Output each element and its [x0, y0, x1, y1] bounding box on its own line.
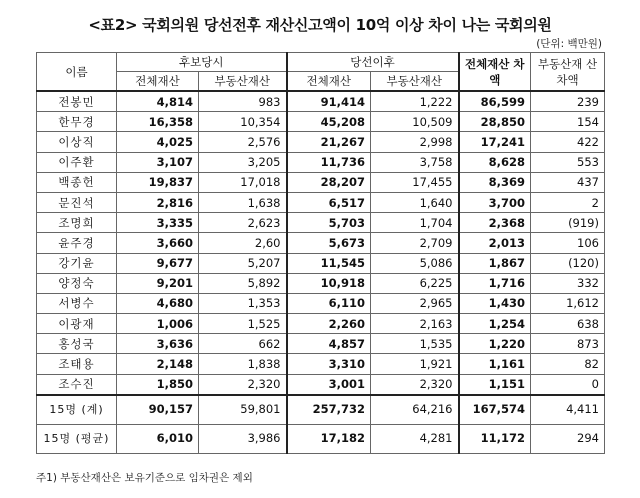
cell-b-nre: 17,018	[199, 172, 287, 192]
cell-b-total: 6,010	[117, 424, 199, 453]
cell-b-total: 3,636	[117, 334, 199, 354]
cell-d-total: 1,161	[459, 354, 531, 374]
cell-d-total: 1,867	[459, 253, 531, 273]
cell-a-nre: 1,921	[371, 354, 459, 374]
footnote: 주1) 부동산재산은 보유기준으로 임차권은 제외	[36, 472, 253, 484]
header-name: 이름	[37, 53, 117, 92]
header-total-diff: 전체재산 차액	[459, 53, 531, 92]
cell-name: 조명희	[37, 213, 117, 233]
cell-b-nre: 10,354	[199, 112, 287, 132]
cell-a-nre: 2,965	[371, 293, 459, 313]
cell-a-total: 6,110	[287, 293, 371, 313]
cell-a-total: 6,517	[287, 192, 371, 212]
cell-b-total: 3,107	[117, 152, 199, 172]
cell-a-total: 11,545	[287, 253, 371, 273]
cell-b-nre: 3,205	[199, 152, 287, 172]
cell-b-nre: 1,838	[199, 354, 287, 374]
table-title: <표2> 국회의원 당선전후 재산신고액이 10억 이상 차이 나는 국회의원	[88, 16, 552, 34]
cell-b-nre: 983	[199, 91, 287, 112]
cell-name: 조태용	[37, 354, 117, 374]
cell-a-total: 10,918	[287, 273, 371, 293]
cell-a-nre: 2,998	[371, 132, 459, 152]
cell-a-total: 21,267	[287, 132, 371, 152]
cell-b-total: 9,677	[117, 253, 199, 273]
cell-b-total: 90,157	[117, 395, 199, 425]
cell-b-total: 2,816	[117, 192, 199, 212]
cell-d-nre: 1,612	[531, 293, 605, 313]
cell-b-nre: 59,801	[199, 395, 287, 425]
cell-name: 양정숙	[37, 273, 117, 293]
cell-d-total: 8,369	[459, 172, 531, 192]
cell-name: 이광재	[37, 314, 117, 334]
cell-a-total: 28,207	[287, 172, 371, 192]
cell-d-nre: 0	[531, 374, 605, 395]
table-row	[37, 233, 605, 253]
cell-b-total: 19,837	[117, 172, 199, 192]
cell-a-total: 257,732	[287, 395, 371, 425]
cell-b-total: 1,850	[117, 374, 199, 395]
cell-a-nre: 3,758	[371, 152, 459, 172]
table-row	[37, 253, 605, 273]
cell-b-nre: 5,892	[199, 273, 287, 293]
cell-d-nre: 154	[531, 112, 605, 132]
table-row	[37, 314, 605, 334]
cell-d-total: 1,430	[459, 293, 531, 313]
cell-d-total: 1,716	[459, 273, 531, 293]
table-row	[37, 273, 605, 293]
cell-d-nre: 873	[531, 334, 605, 354]
table-row	[37, 192, 605, 212]
cell-d-total: 1,151	[459, 374, 531, 395]
table-body	[37, 91, 605, 453]
header-before-nre: 부동산재산	[199, 72, 287, 92]
cell-b-nre: 2,60	[199, 233, 287, 253]
summary-row	[37, 395, 605, 425]
cell-name: 15명 (계)	[37, 395, 117, 425]
cell-name: 문진석	[37, 192, 117, 212]
cell-d-total: 8,628	[459, 152, 531, 172]
table-row	[37, 374, 605, 395]
table-row	[37, 132, 605, 152]
table-row	[37, 152, 605, 172]
cell-d-nre: 4,411	[531, 395, 605, 425]
cell-a-nre: 4,281	[371, 424, 459, 453]
cell-b-nre: 662	[199, 334, 287, 354]
cell-a-nre: 64,216	[371, 395, 459, 425]
cell-d-nre: (919)	[531, 213, 605, 233]
cell-name: 전봉민	[37, 91, 117, 112]
cell-b-nre: 2,576	[199, 132, 287, 152]
cell-d-nre: 422	[531, 132, 605, 152]
cell-a-total: 3,001	[287, 374, 371, 395]
cell-a-total: 2,260	[287, 314, 371, 334]
cell-a-nre: 2,163	[371, 314, 459, 334]
cell-name: 윤주경	[37, 233, 117, 253]
cell-name: 한무경	[37, 112, 117, 132]
table-row	[37, 354, 605, 374]
cell-a-total: 91,414	[287, 91, 371, 112]
cell-b-total: 4,680	[117, 293, 199, 313]
cell-b-total: 3,660	[117, 233, 199, 253]
header-after-total: 전체재산	[287, 72, 371, 92]
cell-d-nre: 239	[531, 91, 605, 112]
cell-a-total: 5,703	[287, 213, 371, 233]
cell-name: 백종헌	[37, 172, 117, 192]
cell-b-total: 2,148	[117, 354, 199, 374]
cell-d-total: 3,700	[459, 192, 531, 212]
cell-name: 서병수	[37, 293, 117, 313]
summary-row	[37, 424, 605, 453]
cell-d-total: 11,172	[459, 424, 531, 453]
table-row	[37, 213, 605, 233]
header-before-group: 후보당시	[117, 53, 287, 72]
cell-b-total: 4,814	[117, 91, 199, 112]
cell-d-total: 1,254	[459, 314, 531, 334]
cell-a-nre: 10,509	[371, 112, 459, 132]
cell-b-total: 9,201	[117, 273, 199, 293]
cell-a-total: 4,857	[287, 334, 371, 354]
cell-a-nre: 1,535	[371, 334, 459, 354]
table-row	[37, 91, 605, 112]
header-after-group: 당선이후	[287, 53, 459, 72]
cell-d-total: 167,574	[459, 395, 531, 425]
cell-d-total: 17,241	[459, 132, 531, 152]
cell-a-nre: 2,709	[371, 233, 459, 253]
cell-a-nre: 5,086	[371, 253, 459, 273]
cell-b-total: 16,358	[117, 112, 199, 132]
cell-d-total: 86,599	[459, 91, 531, 112]
cell-d-total: 28,850	[459, 112, 531, 132]
header-before-total: 전체재산	[117, 72, 199, 92]
cell-name: 홍성국	[37, 334, 117, 354]
cell-b-nre: 1,353	[199, 293, 287, 313]
header-non-re-diff: 부동산재 산 차액	[531, 53, 605, 92]
cell-a-total: 5,673	[287, 233, 371, 253]
cell-name: 조수진	[37, 374, 117, 395]
cell-a-nre: 1,704	[371, 213, 459, 233]
cell-b-nre: 1,525	[199, 314, 287, 334]
cell-name: 15명 (평균)	[37, 424, 117, 453]
cell-a-total: 45,208	[287, 112, 371, 132]
cell-b-total: 1,006	[117, 314, 199, 334]
table-row	[37, 172, 605, 192]
cell-b-nre: 2,623	[199, 213, 287, 233]
cell-b-nre: 5,207	[199, 253, 287, 273]
cell-b-total: 4,025	[117, 132, 199, 152]
cell-name: 이상직	[37, 132, 117, 152]
cell-d-nre: 294	[531, 424, 605, 453]
cell-name: 강기윤	[37, 253, 117, 273]
cell-d-total: 2,013	[459, 233, 531, 253]
cell-d-nre: 437	[531, 172, 605, 192]
cell-a-nre: 17,455	[371, 172, 459, 192]
cell-a-total: 3,310	[287, 354, 371, 374]
asset-table	[36, 52, 605, 454]
cell-a-total: 11,736	[287, 152, 371, 172]
table-row	[37, 293, 605, 313]
cell-a-nre: 2,320	[371, 374, 459, 395]
cell-d-nre: 106	[531, 233, 605, 253]
unit-label: (단위: 백만원)	[536, 38, 602, 50]
cell-d-total: 2,368	[459, 213, 531, 233]
cell-d-nre: 2	[531, 192, 605, 212]
cell-d-nre: (120)	[531, 253, 605, 273]
cell-b-nre: 1,638	[199, 192, 287, 212]
cell-a-nre: 1,222	[371, 91, 459, 112]
cell-d-nre: 82	[531, 354, 605, 374]
cell-b-nre: 3,986	[199, 424, 287, 453]
header-after-nre: 부동산재산	[371, 72, 459, 92]
cell-d-nre: 553	[531, 152, 605, 172]
cell-a-total: 17,182	[287, 424, 371, 453]
cell-d-total: 1,220	[459, 334, 531, 354]
cell-d-nre: 638	[531, 314, 605, 334]
cell-d-nre: 332	[531, 273, 605, 293]
cell-b-total: 3,335	[117, 213, 199, 233]
table-row	[37, 334, 605, 354]
cell-b-nre: 2,320	[199, 374, 287, 395]
cell-name: 이주환	[37, 152, 117, 172]
table-row	[37, 112, 605, 132]
cell-a-nre: 1,640	[371, 192, 459, 212]
cell-a-nre: 6,225	[371, 273, 459, 293]
